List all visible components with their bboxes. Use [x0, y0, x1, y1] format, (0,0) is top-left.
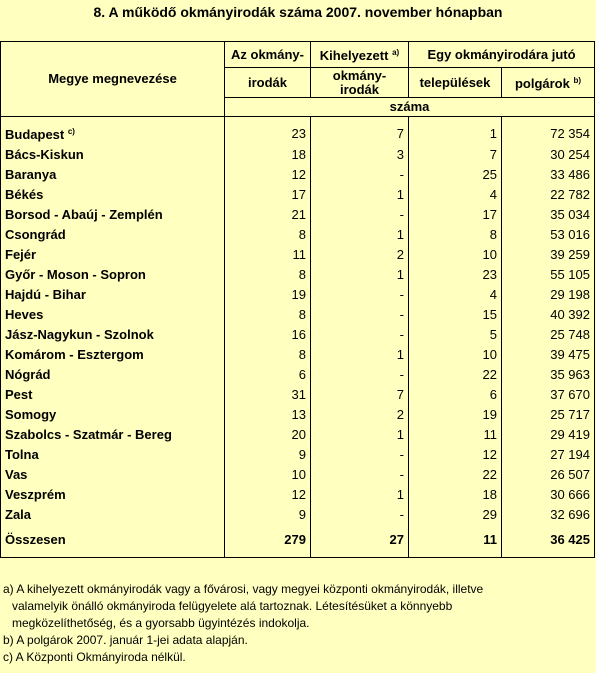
county-name: Pest: [1, 384, 225, 404]
telepulesek-cell: 29: [409, 504, 502, 524]
polgarok-cell: 37 670: [502, 384, 595, 404]
table-row: [1, 144, 595, 164]
table-body: [1, 117, 595, 558]
telepulesek-cell: 17: [409, 204, 502, 224]
telepulesek-cell: 12: [409, 444, 502, 464]
kihelyezett-cell: -: [311, 284, 409, 304]
kihelyezett-cell: -: [311, 504, 409, 524]
okmanyirodak-cell: 11: [225, 244, 311, 264]
table-row: [1, 464, 595, 484]
kihelyezett-cell: 1: [311, 344, 409, 364]
kihelyezett-cell: 7: [311, 122, 409, 144]
polgarok-cell: 39 259: [502, 244, 595, 264]
county-name: Zala: [1, 504, 225, 524]
header-okmanyirodak-1: Az okmány-: [225, 42, 311, 68]
polgarok-cell: 27 194: [502, 444, 595, 464]
telepulesek-cell: 22: [409, 464, 502, 484]
total-row: [1, 529, 595, 549]
county-name: Győr - Moson - Sopron: [1, 264, 225, 284]
table-row: [1, 404, 595, 424]
header-polgarok: polgárok $^{b)}$: [502, 68, 595, 98]
kihelyezett-cell: 1: [311, 264, 409, 284]
header-telepulesek: települések: [409, 68, 502, 98]
header-szama: száma: [225, 98, 595, 117]
telepulesek-cell: 11: [409, 529, 502, 549]
table-row: [1, 344, 595, 364]
table-row: [1, 244, 595, 264]
polgarok-cell: 30 666: [502, 484, 595, 504]
telepulesek-cell: 23: [409, 264, 502, 284]
county-name: Tolna: [1, 444, 225, 464]
county-name: Jász-Nagykun - Szolnok: [1, 324, 225, 344]
polgarok-cell: 35 034: [502, 204, 595, 224]
table-row: [1, 424, 595, 444]
county-name: Hajdú - Bihar: [1, 284, 225, 304]
okmanyirodak-cell: 6: [225, 364, 311, 384]
okmanyirodak-cell: 16: [225, 324, 311, 344]
county-name: Baranya: [1, 164, 225, 184]
polgarok-cell: 53 016: [502, 224, 595, 244]
page-title: 8. A működő okmányirodák száma 2007. november hónapban: [93, 4, 503, 20]
footnote-a-line-2: valamelyik önálló okmányiroda felügyelete alá tartoznak. Létesítésüket a könnyebb: [12, 599, 453, 613]
okmanyirodak-cell: 279: [225, 529, 311, 549]
county-name: Vas: [1, 464, 225, 484]
kihelyezett-cell: 7: [311, 384, 409, 404]
header-kihelyezett-2: okmány- irodák: [311, 68, 409, 98]
kihelyezett-cell: -: [311, 324, 409, 344]
okmanyirodak-cell: 8: [225, 304, 311, 324]
header-okmanyirodak-2: irodák: [225, 68, 311, 98]
kihelyezett-cell: -: [311, 164, 409, 184]
okmanyirodak-cell: 12: [225, 164, 311, 184]
telepulesek-cell: 19: [409, 404, 502, 424]
okmanyirodak-cell: 17: [225, 184, 311, 204]
county-name: Csongrád: [1, 224, 225, 244]
okmanyirodak-cell: 18: [225, 144, 311, 164]
okmanyirodak-cell: 10: [225, 464, 311, 484]
kihelyezett-cell: -: [311, 304, 409, 324]
kihelyezett-cell: 3: [311, 144, 409, 164]
kihelyezett-cell: -: [311, 444, 409, 464]
okmanyirodak-cell: 9: [225, 444, 311, 464]
okmanyirodak-cell: 9: [225, 504, 311, 524]
polgarok-cell: 25 717: [502, 404, 595, 424]
table-row: [1, 324, 595, 344]
okmanyirodak-cell: 13: [225, 404, 311, 424]
polgarok-cell: 30 254: [502, 144, 595, 164]
table-row: [1, 384, 595, 404]
polgarok-cell: 29 198: [502, 284, 595, 304]
polgarok-cell: 32 696: [502, 504, 595, 524]
kihelyezett-cell: 1: [311, 424, 409, 444]
okmanyirodak-cell: 20: [225, 424, 311, 444]
polgarok-cell: 40 392: [502, 304, 595, 324]
polgarok-cell: 26 507: [502, 464, 595, 484]
footnote-b: b) A polgárok 2007. január 1-jei adata alapján.: [3, 633, 248, 647]
county-name: Szabolcs - Szatmár - Bereg: [1, 424, 225, 444]
county-name: Heves: [1, 304, 225, 324]
kihelyezett-cell: -: [311, 364, 409, 384]
telepulesek-cell: 18: [409, 484, 502, 504]
telepulesek-cell: 8: [409, 224, 502, 244]
footnote-a-line-1: a) A kihelyezett okmányirodák vagy a fővárosi, vagy megyei központi okmányirodák, illetve: [3, 582, 484, 596]
table-row: [1, 304, 595, 324]
table-row: [1, 164, 595, 184]
table-row: [1, 284, 595, 304]
telepulesek-cell: 25: [409, 164, 502, 184]
telepulesek-cell: 4: [409, 184, 502, 204]
telepulesek-cell: 5: [409, 324, 502, 344]
table-row: [1, 444, 595, 464]
county-name: Fejér: [1, 244, 225, 264]
kihelyezett-cell: -: [311, 204, 409, 224]
okmanyirodak-cell: 31: [225, 384, 311, 404]
table-row: [1, 224, 595, 244]
county-name: Összesen: [1, 529, 225, 549]
footnote-c: c) A Központi Okmányiroda nélkül.: [3, 650, 186, 664]
table-row: [1, 122, 595, 144]
polgarok-cell: 36 425: [502, 529, 595, 549]
kihelyezett-cell: -: [311, 464, 409, 484]
kihelyezett-cell: 2: [311, 244, 409, 264]
county-name: Borsod - Abaúj - Zemplén: [1, 204, 225, 224]
okmanyirodak-cell: 8: [225, 264, 311, 284]
okmanyirodak-cell: 19: [225, 284, 311, 304]
county-name: Bács-Kiskun: [1, 144, 225, 164]
county-name: Budapest $^{c)}$: [1, 122, 225, 144]
data-table: [0, 41, 595, 558]
okmanyirodak-cell: 8: [225, 224, 311, 244]
telepulesek-cell: 11: [409, 424, 502, 444]
telepulesek-cell: 1: [409, 122, 502, 144]
polgarok-cell: 55 105: [502, 264, 595, 284]
telepulesek-cell: 6: [409, 384, 502, 404]
county-name: Békés: [1, 184, 225, 204]
okmanyirodak-cell: 8: [225, 344, 311, 364]
okmanyirodak-cell: 23: [225, 122, 311, 144]
kihelyezett-cell: 27: [311, 529, 409, 549]
polgarok-cell: 22 782: [502, 184, 595, 204]
polgarok-cell: 35 963: [502, 364, 595, 384]
header-megye: Megye megnevezése: [1, 42, 225, 117]
kihelyezett-cell: 2: [311, 404, 409, 424]
kihelyezett-cell: 1: [311, 224, 409, 244]
okmanyirodak-cell: 21: [225, 204, 311, 224]
table-row: [1, 504, 595, 524]
county-name: Nógrád: [1, 364, 225, 384]
table-row: [1, 364, 595, 384]
telepulesek-cell: 4: [409, 284, 502, 304]
telepulesek-cell: 22: [409, 364, 502, 384]
header-kihelyezett-1: Kihelyezett $^{a)}$: [311, 42, 409, 68]
polgarok-cell: 29 419: [502, 424, 595, 444]
telepulesek-cell: 15: [409, 304, 502, 324]
telepulesek-cell: 10: [409, 244, 502, 264]
county-name: Veszprém: [1, 484, 225, 504]
polgarok-cell: 39 475: [502, 344, 595, 364]
footnote-a-line-3: megközelíthetőség, és a gyorsabb ügyintézés indokolja.: [12, 616, 310, 630]
kihelyezett-cell: 1: [311, 484, 409, 504]
county-name: Somogy: [1, 404, 225, 424]
spacer-row: [1, 549, 595, 558]
county-name: Komárom - Esztergom: [1, 344, 225, 364]
table-row: [1, 264, 595, 284]
telepulesek-cell: 10: [409, 344, 502, 364]
table-row: [1, 204, 595, 224]
polgarok-cell: 25 748: [502, 324, 595, 344]
okmanyirodak-cell: 12: [225, 484, 311, 504]
polgarok-cell: 72 354: [502, 122, 595, 144]
polgarok-cell: 33 486: [502, 164, 595, 184]
kihelyezett-cell: 1: [311, 184, 409, 204]
footnotes: [3, 581, 483, 666]
table-row: [1, 184, 595, 204]
header-egy-okmanyirodara: Egy okmányirodára jutó: [409, 42, 595, 68]
table-row: [1, 484, 595, 504]
telepulesek-cell: 7: [409, 144, 502, 164]
